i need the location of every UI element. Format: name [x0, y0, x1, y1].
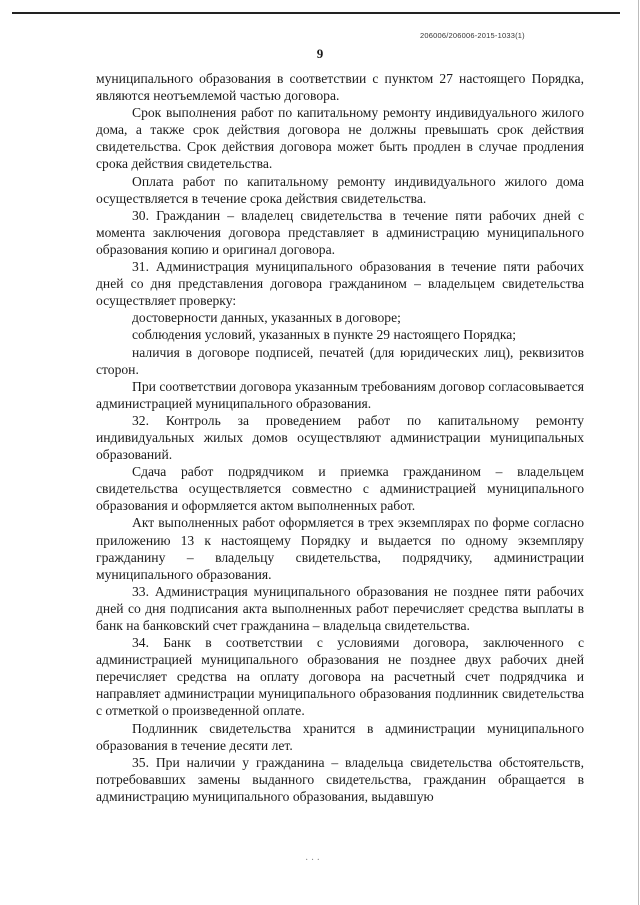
paragraph-item-33: 33. Администрация муниципального образования не позднее пяти рабочих дней со дня подписания акта выполненных работ перечисляет средства выплаты в банк на банковский счет гражданина – владельца свидетельства.	[96, 583, 584, 633]
paragraph-item-31: 31. Администрация муниципального образования в течение пяти рабочих дней со дня представления договора гражданином – владельцем свидетельства осуществляет проверку:	[96, 259, 584, 309]
paragraph-work-deadline: Срок выполнения работ по капитальному ремонту индивидуального жилого дома, а также срок действия договора не должны превышать срок действия свидетельства. Срок действия договора может быть продлен в случае продления срока действия свидетельства.	[96, 105, 584, 172]
paragraph-item-32: 32. Контроль за проведением работ по капитальному ремонту индивидуальных жилых домов осуществляют администрации муниципальных образований.	[96, 412, 584, 463]
paragraph-payment-term: Оплата работ по капитальному ремонту индивидуального жилого дома осуществляется в течение срока действия свидетельства.	[96, 173, 584, 206]
paragraph-storage: Подлинник свидетельства хранится в администрации муниципального образования в течение десяти лет.	[96, 720, 584, 753]
scan-artifact: · · ·	[305, 855, 320, 866]
paragraph-acceptance: Сдача работ подрядчиком и приемка гражданином – владельцем свидетельства осуществляется совместно с администрацией муниципального образования и оформляется актом выполненных работ.	[96, 464, 584, 514]
right-edge-line	[638, 0, 639, 905]
paragraph-item-34: 34. Банк в соответствии с условиями договора, заключенного с администрацией муниципального образования не позднее двух рабочих дней перечисляет средства на оплату договора на расчетный счет подрядчика и направляет администрации муниципального образования подлинник свидетельства с отметкой о произведенной оплате.	[96, 635, 584, 719]
paragraph-item-35: 35. При наличии у гражданина – владельца свидетельства обстоятельств, потребовавших замены выданного свидетельства, гражданин обращается в администрацию муниципального образования, выдавшую	[96, 754, 584, 804]
document-id: 206006/206006-2015-1033(1)	[420, 31, 525, 40]
top-border-line	[12, 12, 620, 14]
check-item-conditions: соблюдения условий, указанных в пункте 29 настоящего Порядка;	[132, 327, 517, 343]
paragraph-item-30: 30. Гражданин – владелец свидетельства в течение пяти рабочих дней с момента заключения договора представляет в администрацию муниципального образования копию и оригинал договора.	[96, 207, 584, 257]
paragraph-act: Акт выполненных работ оформляется в трех экземплярах по форме согласно приложению 13 к настоящему Порядку и выдается по одному экземпляру гражданину – владельцу свидетельства, подрядчику, администрации муниципального образования.	[96, 515, 584, 582]
paragraph-continuation: муниципального образования в соответствии с пунктом 27 настоящего Порядка, являются неотъемлемой частью договора.	[96, 71, 584, 104]
paragraph-approval: При соответствии договора указанным требованиям договор согласовывается администрацией муниципального образования.	[96, 378, 584, 411]
page-number: 9	[316, 46, 324, 61]
check-item-data: достоверности данных, указанных в договоре;	[132, 310, 401, 326]
document-body	[96, 70, 584, 805]
check-item-signatures: наличия в договоре подписей, печатей (для юридических лиц), реквизитов сторон.	[96, 344, 584, 377]
